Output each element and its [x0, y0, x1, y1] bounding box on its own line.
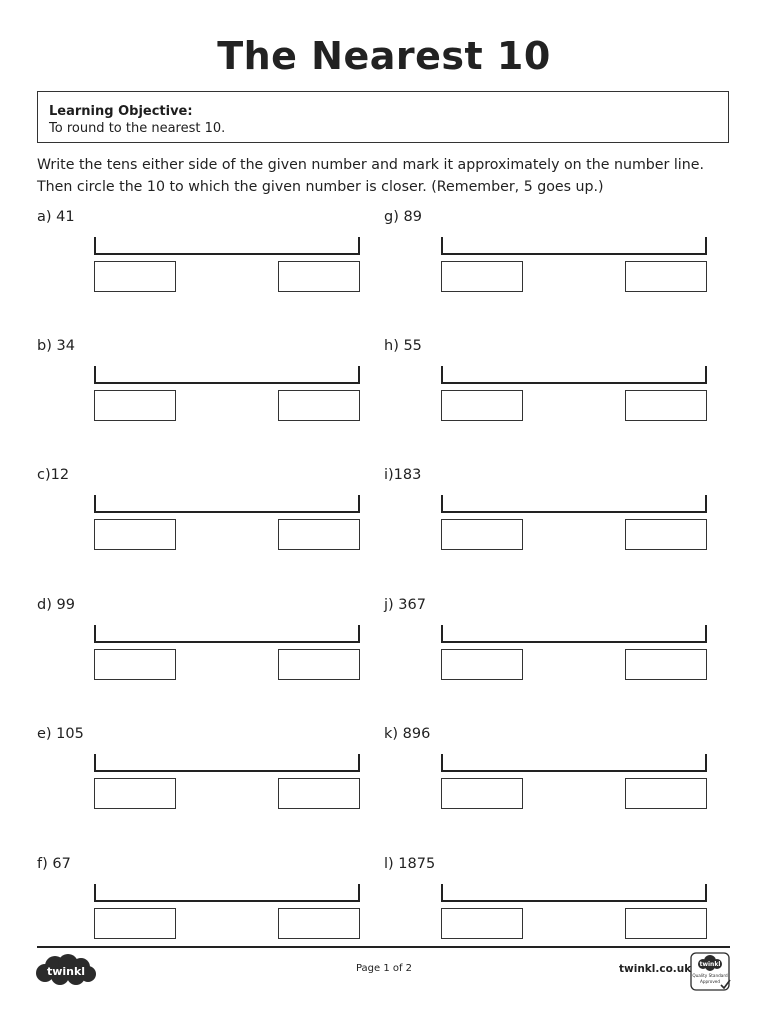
- lower-ten-answer-box[interactable]: [441, 778, 523, 809]
- site-url: twinkl.co.uk: [619, 963, 692, 975]
- upper-ten-answer-box[interactable]: [625, 519, 707, 550]
- lower-ten-answer-box[interactable]: [94, 908, 176, 939]
- problem-b: [37, 338, 377, 448]
- problem-e: [37, 726, 377, 836]
- number-line: [94, 495, 360, 513]
- upper-ten-answer-box[interactable]: [625, 390, 707, 421]
- learning-objective-text: To round to the nearest 10.: [49, 121, 226, 136]
- learning-objective-box: [37, 91, 729, 143]
- page-title: The Nearest 10: [217, 34, 551, 78]
- number-line: [94, 625, 360, 643]
- problem-label: l) 1875: [384, 856, 436, 872]
- problem-h: [384, 338, 724, 448]
- problem-label: c)12: [37, 467, 70, 483]
- number-line: [94, 754, 360, 772]
- upper-ten-answer-box[interactable]: [278, 649, 360, 680]
- problem-label: a) 41: [37, 209, 75, 225]
- problem-label: h) 55: [384, 338, 422, 354]
- problem-c: [37, 467, 377, 577]
- problem-l: [384, 856, 724, 966]
- logo-text: twinkl: [46, 965, 86, 978]
- problem-i: [384, 467, 724, 577]
- quality-standard-badge-icon: [690, 952, 732, 992]
- lower-ten-answer-box[interactable]: [441, 390, 523, 421]
- number-line: [94, 884, 360, 902]
- number-line: [441, 754, 707, 772]
- number-line: [94, 237, 360, 255]
- upper-ten-answer-box[interactable]: [625, 261, 707, 292]
- upper-ten-answer-box[interactable]: [278, 908, 360, 939]
- problem-label: j) 367: [384, 597, 426, 613]
- lower-ten-answer-box[interactable]: [94, 519, 176, 550]
- problem-g: [384, 209, 724, 319]
- lower-ten-answer-box[interactable]: [441, 908, 523, 939]
- problem-label: k) 896: [384, 726, 431, 742]
- badge-text-2: Approved: [699, 979, 721, 984]
- problem-k: [384, 726, 724, 836]
- instructions-line-2: Then circle the 10 to which the given number is closer. (Remember, 5 goes up.): [37, 179, 604, 195]
- problem-a: [37, 209, 377, 319]
- upper-ten-answer-box[interactable]: [278, 519, 360, 550]
- upper-ten-answer-box[interactable]: [625, 908, 707, 939]
- number-line: [441, 237, 707, 255]
- problem-label: g) 89: [384, 209, 422, 225]
- problem-label: f) 67: [37, 856, 71, 872]
- lower-ten-answer-box[interactable]: [441, 649, 523, 680]
- lower-ten-answer-box[interactable]: [441, 261, 523, 292]
- upper-ten-answer-box[interactable]: [278, 390, 360, 421]
- lower-ten-answer-box[interactable]: [441, 519, 523, 550]
- problem-label: d) 99: [37, 597, 75, 613]
- number-line: [94, 366, 360, 384]
- number-line: [441, 366, 707, 384]
- badge-brand-text: twinkl: [699, 961, 721, 968]
- badge-text-1: Quality Standard: [692, 973, 728, 978]
- lower-ten-answer-box[interactable]: [94, 649, 176, 680]
- problem-label: b) 34: [37, 338, 75, 354]
- lower-ten-answer-box[interactable]: [94, 778, 176, 809]
- problem-label: e) 105: [37, 726, 84, 742]
- problem-label: i)183: [384, 467, 422, 483]
- page-number: Page 1 of 2: [355, 963, 413, 974]
- instructions: [37, 154, 737, 198]
- number-line: [441, 625, 707, 643]
- lower-ten-answer-box[interactable]: [94, 261, 176, 292]
- number-line: [441, 495, 707, 513]
- upper-ten-answer-box[interactable]: [625, 649, 707, 680]
- problem-j: [384, 597, 724, 707]
- problem-f: [37, 856, 377, 966]
- problem-d: [37, 597, 377, 707]
- lower-ten-answer-box[interactable]: [94, 390, 176, 421]
- upper-ten-answer-box[interactable]: [625, 778, 707, 809]
- footer-divider: [37, 946, 730, 948]
- number-line: [441, 884, 707, 902]
- upper-ten-answer-box[interactable]: [278, 261, 360, 292]
- instructions-line-1: Write the tens either side of the given number and mark it approximately on the number line.: [37, 157, 704, 173]
- upper-ten-answer-box[interactable]: [278, 778, 360, 809]
- learning-objective-label: Learning Objective:: [49, 104, 193, 119]
